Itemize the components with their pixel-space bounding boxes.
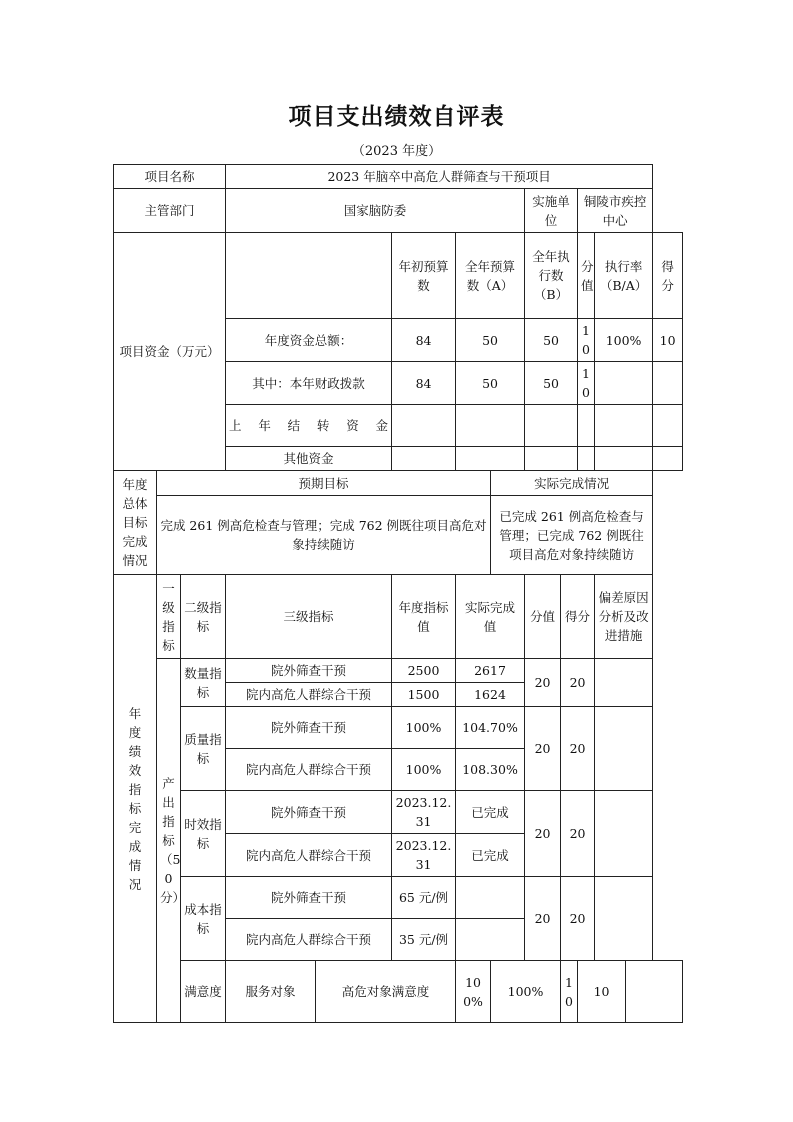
page-subtitle: （2023 年度） (351, 144, 442, 159)
level2-header: 二级指标 (181, 575, 226, 659)
actual-result-header: 实际完成情况 (491, 471, 653, 496)
self-evaluation-table (113, 164, 683, 1023)
project-name-label: 项目名称 (114, 165, 226, 189)
indicator-row: 院内高危人群综合干预 35 元/例 (114, 919, 683, 961)
impl-unit-label: 实施单位 (525, 189, 578, 233)
indicator-row: 质量指标 院外筛查干预 100% 104.70% 20 20 (114, 707, 683, 749)
funds-row: 上年结转资金 (114, 405, 683, 447)
output-indicator-label: 产出指标（50分） (157, 659, 181, 1023)
funds-header-rate: 执行率（B/A） (595, 233, 653, 319)
satisfaction-score: 10 (578, 961, 626, 1023)
actual-header: 实际完成值 (456, 575, 525, 659)
satisfaction-actual: 100% (491, 961, 561, 1023)
level1-header: 一级指标 (157, 575, 181, 659)
funds-row: 其他资金 (114, 447, 683, 471)
satisfaction-name: 高危对象满意度 (316, 961, 456, 1023)
score-val-header: 分值 (525, 575, 561, 659)
funds-header-exec: 全年执行数（B） (525, 233, 578, 319)
analysis-header: 偏差原因分析及改进措施 (595, 575, 653, 659)
impl-unit-value: 铜陵市疾控中心 (578, 189, 653, 233)
indicators-label: 年度绩效指标完成情况 (114, 575, 157, 1023)
indicator-row: 院内高危人群综合干预 100% 108.30% (114, 749, 683, 791)
indicator-row: 院内高危人群综合干预 2023.12.31 已完成 (114, 834, 683, 877)
indicator-row: 成本指标 院外筛查干预 65 元/例 20 20 (114, 877, 683, 919)
satisfaction-target: 100% (456, 961, 491, 1023)
indicator-row: 产出指标（50分） 数量指标 院外筛查干预 2500 2617 20 20 (114, 659, 683, 683)
page-title: 项目支出绩效自评表 (288, 103, 505, 130)
funds-header-score: 得分 (653, 233, 683, 319)
satisfaction-level1: 满意度 (181, 961, 226, 1023)
project-name-value: 2023 年脑卒中高危人群筛查与干预项目 (226, 165, 653, 189)
expected-goal-text: 完成 261 例高危检查与管理；完成 762 例既往项目高危对象持续随访 (157, 496, 491, 575)
goals-label: 年度总体目标完成情况 (114, 471, 157, 575)
funds-row: 其中：本年财政拨款 84 50 50 10 (114, 362, 683, 405)
satisfaction-level2: 服务对象 (226, 961, 316, 1023)
score-header: 得分 (561, 575, 595, 659)
dept-value: 国家脑防委 (226, 189, 525, 233)
dept-label: 主管部门 (114, 189, 226, 233)
funds-row: 年度资金总额： 84 50 50 10 100% 10 (114, 319, 683, 362)
satisfaction-score-val: 10 (561, 961, 578, 1023)
expected-goal-header: 预期目标 (157, 471, 491, 496)
funds-header-budget: 全年预算数（A） (456, 233, 525, 319)
funds-header-initial: 年初预算数 (392, 233, 456, 319)
funds-label: 项目资金（万元） (114, 233, 226, 471)
target-header: 年度指标值 (392, 575, 456, 659)
indicator-row: 院内高危人群综合干预 1500 1624 (114, 683, 683, 707)
level3-header: 三级指标 (226, 575, 392, 659)
indicator-row: 时效指标 院外筛查干预 2023.12.31 已完成 20 20 (114, 791, 683, 834)
funds-header-score-val: 分值 (578, 233, 595, 319)
satisfaction-row (114, 961, 683, 1023)
actual-result-text: 已完成 261 例高危检查与管理；已完成 762 例既往项目高危对象持续随访 (491, 496, 653, 575)
